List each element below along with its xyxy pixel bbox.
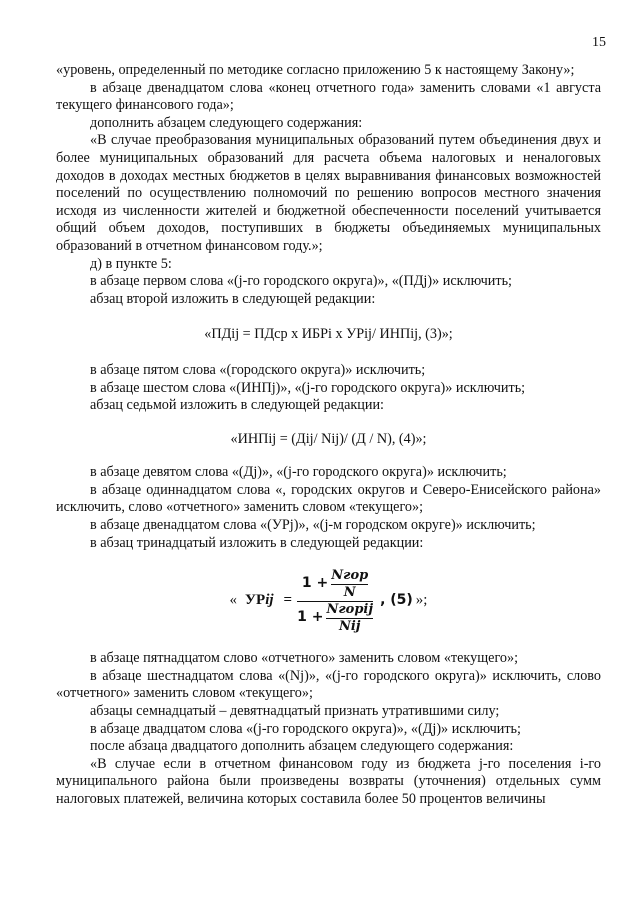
paragraph: в абзаце пятнадцатом слово «отчетного» заменить словом «текущего»;	[90, 650, 519, 667]
formula-close: »;	[415, 592, 428, 609]
formula-5	[56, 560, 601, 642]
formula-number: , (5)	[380, 592, 413, 609]
formula-main-fraction	[297, 569, 373, 634]
paragraph: в абзаце одиннадцатом слова «, городских округов и Северо-Енисейского района» исключить, слово «отчетного» заменить словом «текущего»;	[56, 481, 601, 516]
paragraph: в абзаце девятом слова «(Дj)», «(j-го городского округа)» исключить;	[90, 464, 507, 481]
document-body	[56, 62, 601, 809]
formula-denominator: 1 + $\frac{\text{Nгорij}}{\text{Nij}}$	[297, 601, 374, 634]
paragraph: в абзац тринадцатый изложить в следующей редакции:	[90, 534, 424, 551]
formula-lhs: УРij	[245, 592, 274, 609]
paragraph: в абзаце шестом слова «(ИНПj)», «(j-го городского округа)» исключить;	[90, 379, 526, 396]
formula-numerator: 1 + $\frac{\text{Nгор}}{N}$	[301, 567, 369, 600]
paragraph: «В случае если в отчетном финансовом году из бюджета j-го поселения i-го муниципального района были произведены возвраты (уточнения) отдельных сумм налоговых платежей, величина которых составила более 50 процентов величины	[56, 755, 601, 807]
paragraph: в абзаце пятом слова «(городского округа)» исключить;	[90, 361, 426, 378]
paragraph: в абзаце первом слова «(j-го городского округа)», «(ПДj)» исключить;	[90, 273, 512, 290]
formula-equals: =	[283, 592, 293, 609]
page-number: 15	[592, 35, 606, 50]
paragraph: в абзаце двенадцатом слова «конец отчетного года» заменить словами «1 августа текущего финансового года»;	[56, 79, 601, 114]
paragraph: в абзаце двенадцатом слова «(УРj)», «(j-м городском округе)» исключить;	[90, 517, 536, 534]
paragraph: абзац седьмой изложить в следующей редакции:	[90, 397, 385, 414]
paragraph: дополнить абзацем следующего содержания:	[90, 114, 363, 131]
paragraph: абзац второй изложить в следующей редакции:	[90, 290, 376, 307]
formula-4: «ИНПij = (Дij/ Nij)/ (Д / N), (4)»;	[230, 430, 427, 447]
formula-3: «ПДij = ПДср х ИБРi х УРij/ ИНПij, (3)»;	[204, 326, 453, 343]
paragraph: «В случае преобразования муниципальных образований путем объединения двух и более муниципальных образований для расчета объема налоговых и неналоговых доходов в доходах местных бюджетов в целях выравнивания финансовых возможностей поселений по осуществлению полномочий по решению вопросов местного значения исходя из численности жителей и бюджетной обеспеченности поселений учитывается общий объем доходов, поступивших в бюджеты объединяемых муниципальных образований в отчетном финансовом году.»;	[56, 132, 601, 254]
paragraph: «уровень, определенный по методике согласно приложению 5 к настоящему Закону»;	[56, 62, 575, 78]
paragraph: в абзаце шестнадцатом слова «(Nj)», «(j-го городского округа)» исключить, слово «отчетного» заменить словом «текущего»;	[56, 667, 601, 702]
paragraph: абзацы семнадцатый – девятнадцатый признать утратившими силу;	[90, 703, 500, 720]
paragraph: д) в пункте 5:	[90, 255, 172, 272]
formula-open-quote: «	[229, 592, 238, 609]
paragraph: после абзаца двадцатого дополнить абзацем следующего содержания:	[90, 738, 514, 755]
paragraph: в абзаце двадцатом слова «(j-го городского округа)», «(Дj)» исключить;	[90, 720, 521, 737]
